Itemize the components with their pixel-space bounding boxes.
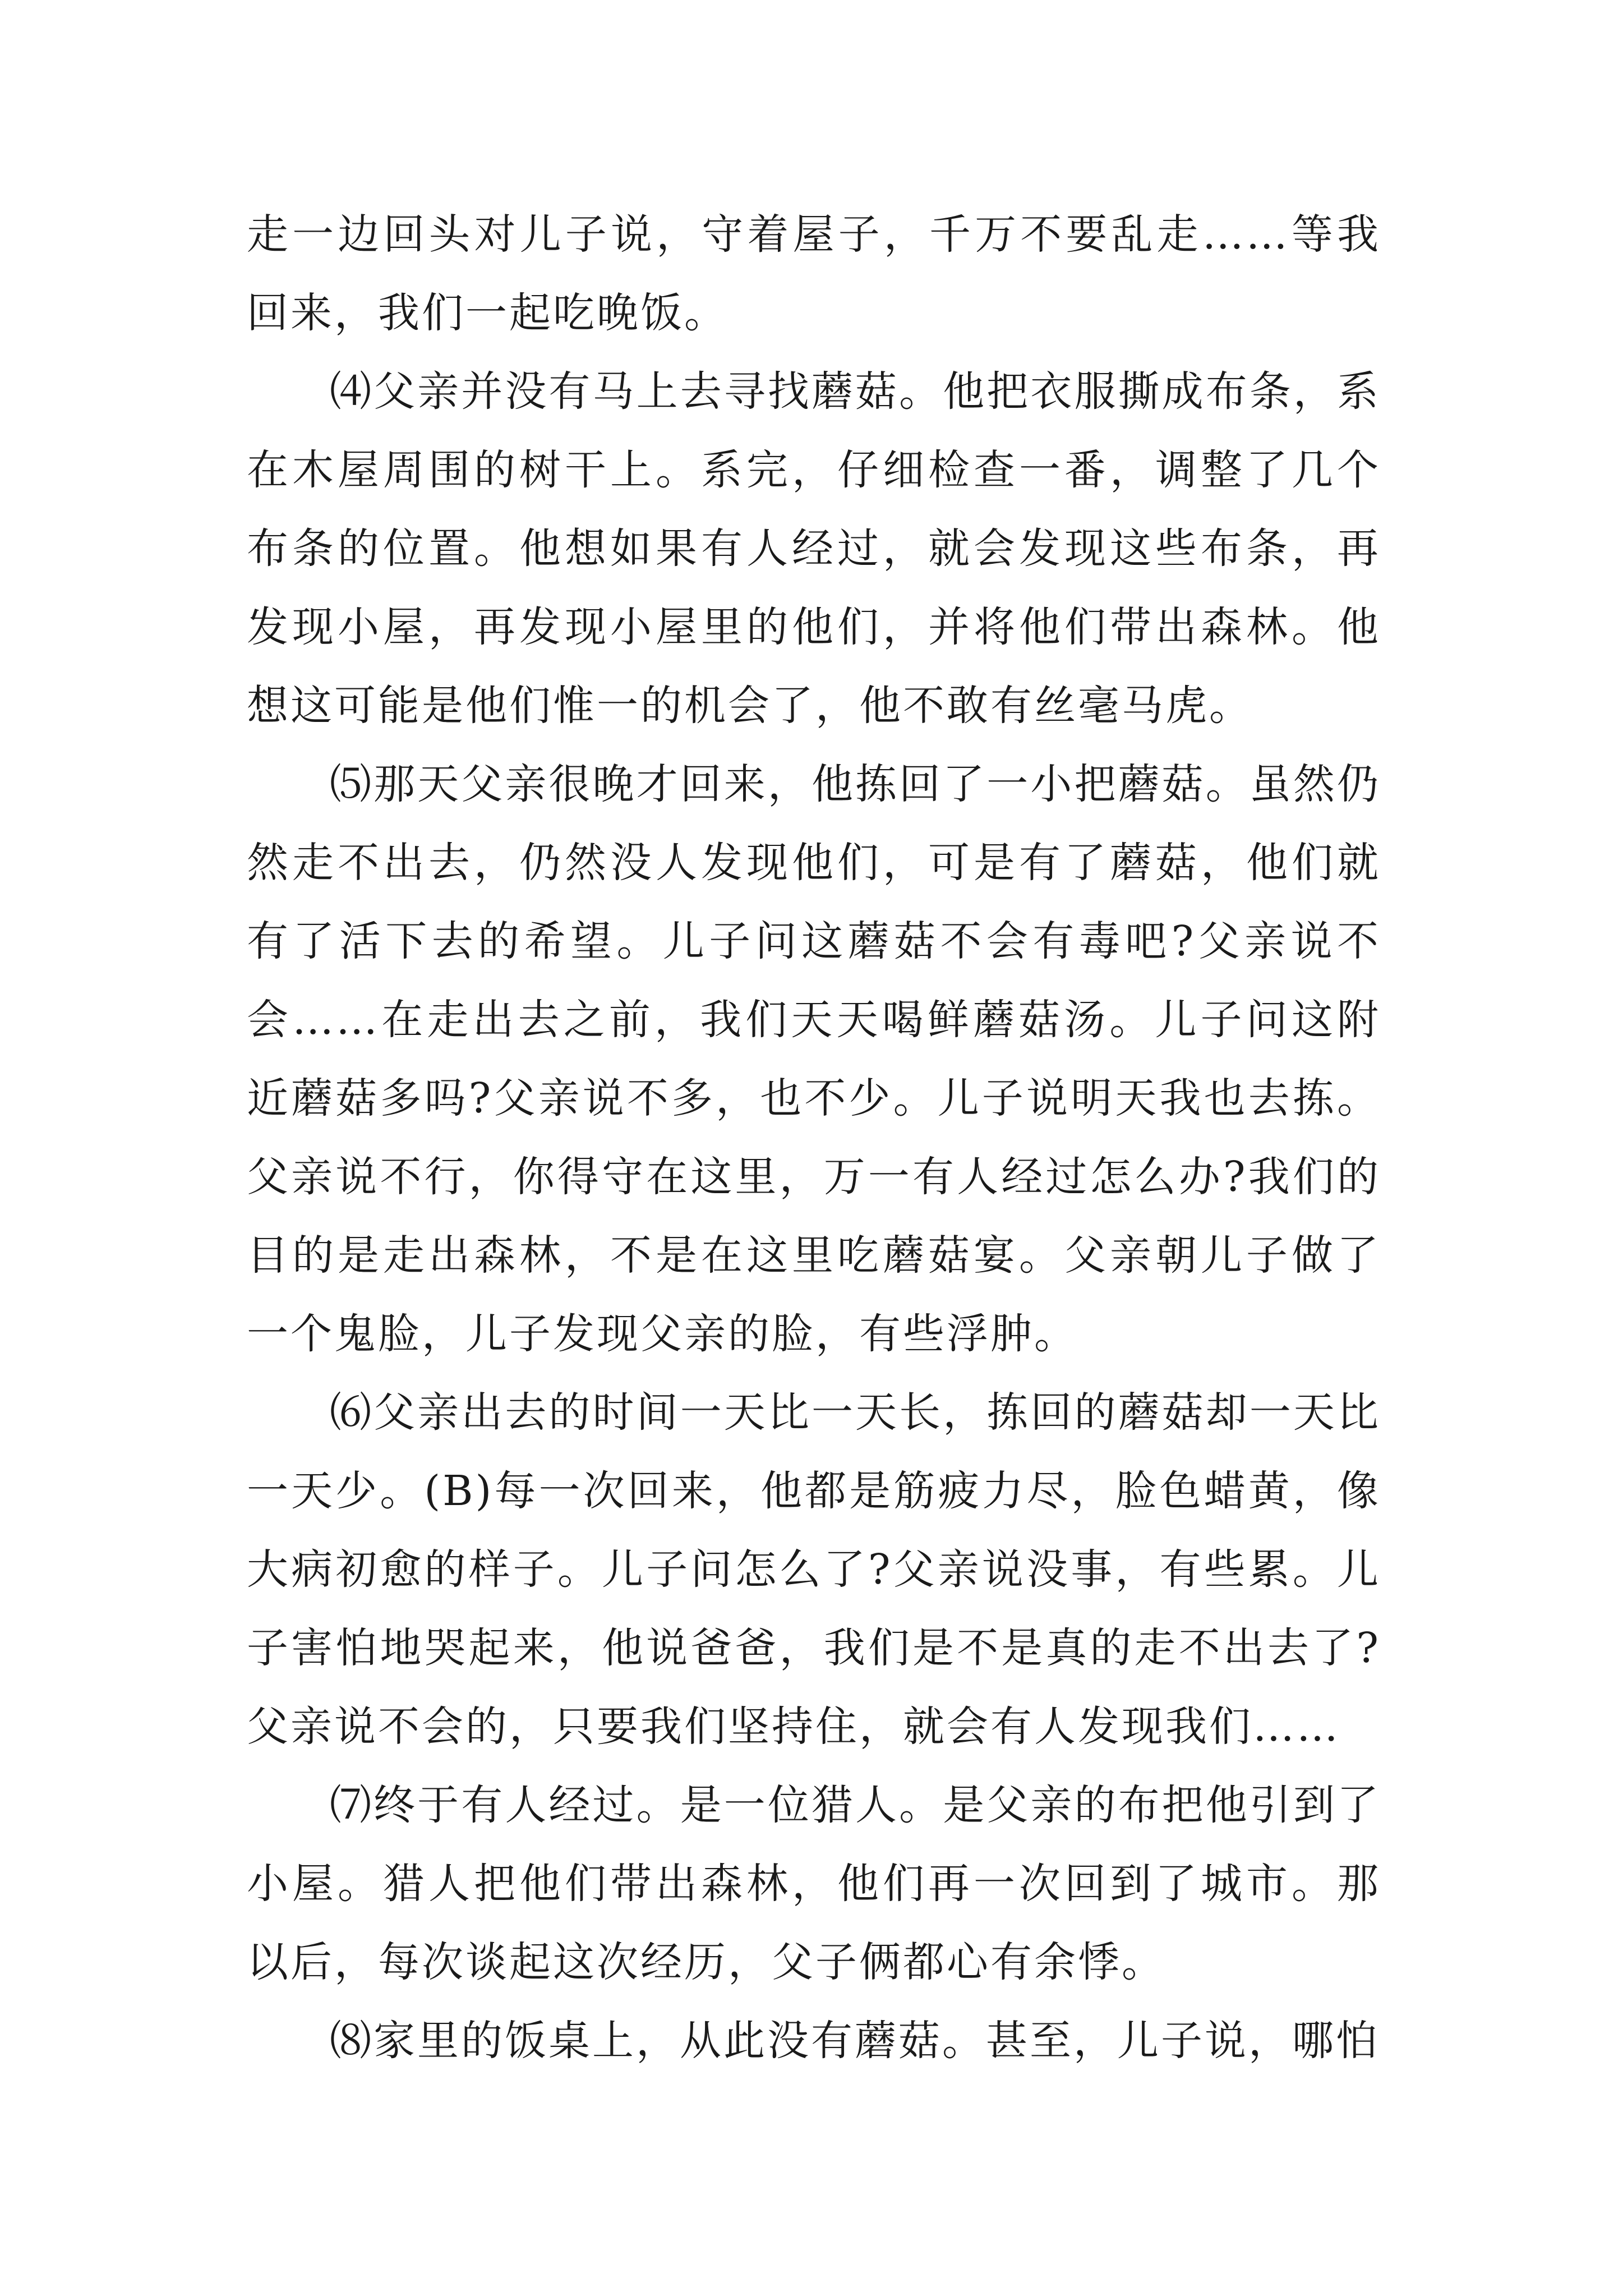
paragraph-7: ⑺终于有人经过。是一位猎人。是父亲的布把他引到了小屋。猎人把他们带出森林，他们再一次回到了城市。那以后，每次谈起这次经历，父子俩都心有余悸。 <box>247 1781 1381 1986</box>
paragraph-5: ⑸那天父亲很晚才回来，他拣回了一小把蘑菇。虽然仍然走不出去，仍然没人发现他们，可是有了蘑菇，他们就有了活下去的希望。儿子问这蘑菇不会有毒吧?父亲说不会……在走出去之前，我们天天喝鲜蘑菇汤。儿子问这附近蘑菇多吗?父亲说不多，也不少。儿子说明天我也去拣。父亲说不行，你得守在这里，万一有人经过怎么办?我们的目的是走出森林，不是在这里吃蘑菇宴。父亲朝儿子做了一个鬼脸，儿子发现父亲的脸，有些浮肿。 <box>247 760 1381 1358</box>
article-body <box>247 195 1381 2080</box>
paragraph-4: ⑷父亲并没有马上去寻找蘑菇。他把衣服撕成布条，系在木屋周围的树干上。系完，仔细检查一番，调整了几个布条的位置。他想如果有人经过，就会发现这些布条，再发现小屋，再发现小屋里的他们，并将他们带出森林。他想这可能是他们惟一的机会了，他不敢有丝毫马虎。 <box>247 367 1381 730</box>
paragraph-8: ⑻家里的饭桌上，从此没有蘑菇。甚至，儿子说，哪怕 <box>330 2017 1380 2065</box>
paragraph-6: ⑹父亲出去的时间一天比一天长，拣回的蘑菇却一天比一天少。(B)每一次回来，他都是筋疲力尽，脸色蜡黄，像大病初愈的样子。儿子问怎么了?父亲说没事，有些累。儿子害怕地哭起来，他说爸爸，我们是不是真的走不出去了?父亲说不会的，只要我们坚持住，就会有人发现我们…… <box>247 1388 1381 1751</box>
paragraph-continued: 走一边回头对儿子说，守着屋子，千万不要乱走……等我回来，我们一起吃晚饭。 <box>247 210 1381 337</box>
